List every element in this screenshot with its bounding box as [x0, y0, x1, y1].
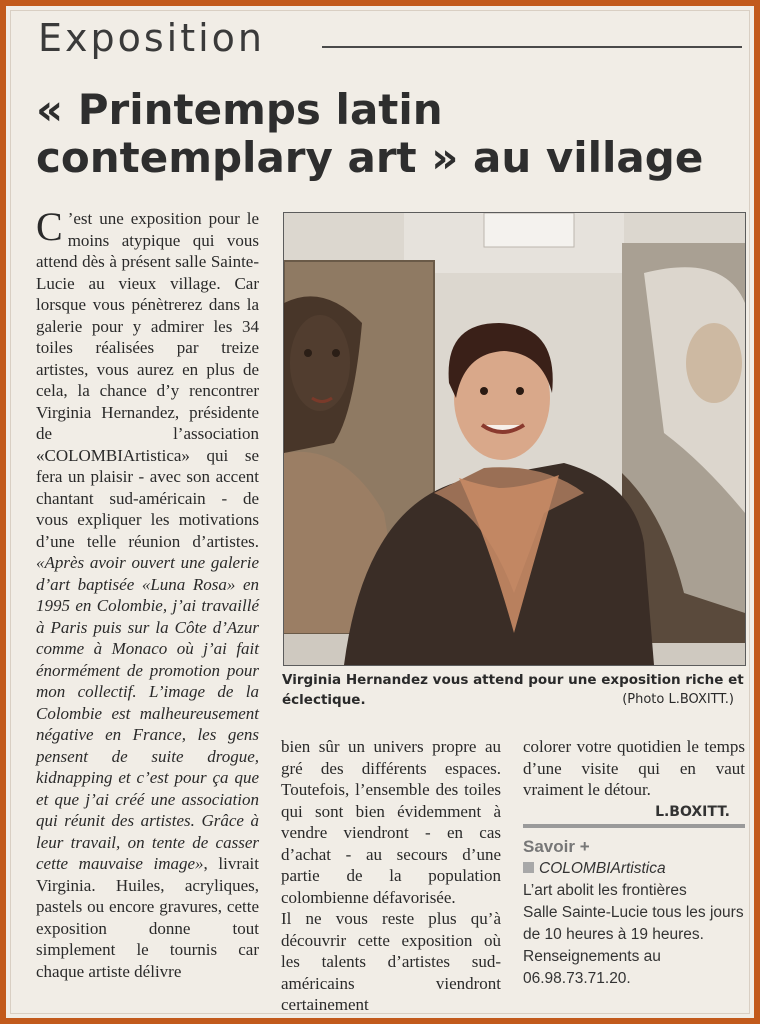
info-box-phone: 06.98.73.71.20.: [523, 970, 631, 987]
headline-line-1: « Printemps latin: [36, 85, 443, 134]
headline-line-2: contemplary art » au village: [36, 133, 704, 182]
article-paragraph: bien sûr un univers propre au gré des différents espaces. Toutefois, l’ensemble des toiles qui sont bien évidemment à vendre viendront - en cas d’achat - au secours d’une partie de la population colombienne défavorisée.: [281, 737, 501, 907]
info-box-org: [523, 858, 745, 880]
article-column-3: [523, 736, 745, 801]
info-box-line: Renseignements au: [523, 948, 661, 965]
info-box-org-name: COLOMBIArtistica: [539, 860, 666, 877]
article-body-end: , livrait Virginia. Huiles, acryliques, pastels ou encore gravures, cette exposition donne tout simplement le tournis car chaque artiste délivre: [36, 854, 259, 981]
section-rule: [322, 46, 742, 48]
article-column-1: [36, 204, 259, 982]
article-paragraph: colorer votre quotidien le temps d’une visite qui en vaut vraiment le détour.: [523, 737, 745, 799]
article-body: ’est une exposition pour le moins atypique qui vous attend dès à présent salle Sainte-Lucie au vieux village. Car lorsque vous pénètrerez dans la galerie pour y admirer les 34 toiles réalisées par treize artistes, vous aurez en plus de cela, la chance d’y rencontrer Virginia Hernandez, présidente de l’association «COLOMBIArtistica» qui se fera un plaisir - avec son accent chantant sud-américain - de vous expliquer les motivations d’une telle réunion d’artistes.: [36, 209, 259, 551]
bullet-square-icon: [523, 862, 534, 873]
author-signature: L.BOXITT.: [655, 804, 730, 820]
article-column-2: [281, 736, 501, 1016]
section-label: Exposition: [38, 16, 266, 60]
photo-illustration: [284, 213, 745, 665]
article-paragraph: Il ne vous reste plus qu’à découvrir cette exposition où les talents d’artistes sud-américains viendront certainement: [281, 909, 501, 1014]
info-box: [523, 824, 745, 990]
info-box-line: Salle Sainte-Lucie tous les jours: [523, 904, 744, 921]
photo-caption: Virginia Hernandez vous attend pour une exposition riche et éclectique.: [282, 672, 744, 708]
article-quote: «Après avoir ouvert une galerie d’art baptisée «Luna Rosa» en 1995 en Colombie, j’ai travaillé à Paris puis sur la Côte d’Azur comme à Monaco où j’ai fait énormément de promotion pour mon collectif. L’image de la Colombie est malheureusement négative en France, les gens pensent de suite drogue, kidnapping et c’est pour ça que et que j’ai créé une association qui réunit des artistes. Grâce à leur travail, on tente de casser cette mauvaise image»: [36, 553, 259, 873]
headline: [36, 86, 756, 182]
info-box-title: Savoir +: [523, 837, 590, 856]
article-photo: [283, 212, 746, 666]
drop-cap: C: [36, 204, 63, 249]
info-box-line: de 10 heures à 19 heures.: [523, 926, 704, 943]
article-paragraph: [36, 204, 259, 982]
photo-credit: (Photo L.BOXITT.): [622, 692, 734, 707]
info-box-line: L’art abolit les frontières: [523, 882, 687, 899]
